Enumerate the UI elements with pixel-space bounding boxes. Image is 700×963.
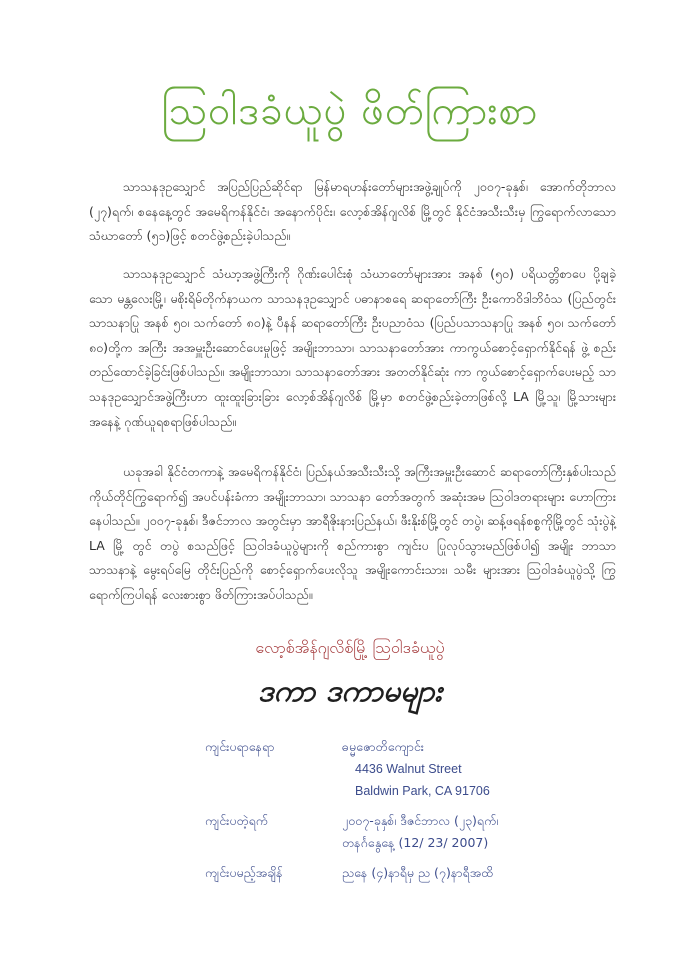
paragraph-founding: သာသနဒုဥသျှောင် အပြည်ပြည်ဆိုင်ရာ မြန်မာရဟန်းတော်များအဖွဲ့ချုပ်ကို ၂၀၀၇-ခုနှစ်၊ အောက်တိုဘာလ (၂၇)ရက်၊ စနေနေ့တွင် အမေရိကန်နိုင်ငံ၊ အနောက်ပိုင်း၊ လော့စ်အိန်ဂျလိစ် မြို့တွင် နိုင်ငံအသီးသီးမှ ကြွရောက်လာသော သံဃာတော် (၅၁)ဖြင့် စတင်ဖွဲ့စည်းခဲ့ပါသည်။ — [89, 179, 616, 244]
date-value-2: တနင်္ဂနွေနေ့ (12/ 23/ 2007) — [342, 835, 489, 850]
address-line-1: 4436 Walnut Street — [355, 762, 462, 776]
date-value: ၂၀၀၇-ခုနှစ်၊ ဒီဇင်ဘာလ (၂၃)ရက်၊ — [342, 813, 499, 828]
venue-name: ဓမ္မဇောတိကျောင်း — [342, 739, 424, 754]
paragraph-invitation: ယခုအခါ နိုင်ငံတကာနဲ့ အမေရိကန်နိုင်ငံ၊ ပြည်နယ်အသီးသီးသို့ အကြီးအမှူးဦးဆောင် ဆရာတော်ကြီးနှစ်ပါးသည် ကိုယ်တိုင်ကြွရောက်၍ အပင်ပန်းခံကာ အမျိုးဘာသာ၊ သာသနာ တော်အတွက် အဆုံးအမ ဩဝါဒတရားများ ဟောကြားနေပါသည်။ ၂၀၀၇-ခုနှစ်၊ ဒီဇင်ဘာလ အတွင်းမှာ အာရီဇိုးနားပြည်နယ်၊ ဖီးနိုးစ်မြို့တွင် တပွဲ၊ ဆန့်ဖရန်စစ္စကိုမြို့တွင် သုံးပွဲနဲ့ LA မြို့ တွင် တပွဲ စသည်ဖြင့် ဩဝါဒခံယူပွဲများကို စည်ကားစွာ ကျင်းပ ပြုလုပ်သွားမည်ဖြစ်ပါ၍ အမျိုး ဘာသာ သာသနာနဲ့ မွေးရပ်မြေ တိုင်းပြည်ကို စောင့်ရှောက်ပေးလိုသူ အမျိုးကောင်းသား၊ သမီး များအား ဩဝါဒခံယူပွဲသို့ ကြွရောက်ကြပါရန် လေးစားစွာ ဖိတ်ကြားအပ်ပါသည်။ — [89, 464, 616, 602]
paragraph-history: သာသနဒုဥသျှောင် သံဃာ့အဖွဲ့ကြီးကို ဂိုဏ်းပေါင်းစုံ သံဃာတော်များအား အနစ် (၅၀) ပရိယတ္တိစာပေ ပို့ချခဲ့သော မန္တလေးမြို့၊ မစိုးရိမ်တိုက်နာယက သာသနဒုဥသျှောင် ပဓာနာစရေ ဆရာတော်ကြီး ဦးကောဝိဒါဘိဝံသ (ပြည်တွင်းသာသနာပြု အနစ် ၅၀၊ သက်တော် ၈၀)နဲ့ ပီနန် ဆရာတော်ကြီး ဦးပညာဝံသ (ပြည်ပသာသနာပြု အနစ် ၅၀၊ သက်တော် ၈၀)တို့က အကြီး အအမှူးဦးဆောင်ပေးမှုဖြင့် အမျိုးဘာသာ၊ သာသနာတော်အား ကာကွယ်စောင့်ရှောက်နိုင်ရန် ဖွဲ့ စည်း တည်ထောင်ခဲ့ခြင်းဖြစ်ပါသည်။ အမျိုးဘာသာ၊ သာသနာတော်အား အတတ်နိုင်ဆုံး ကာ ကွယ်စောင့်ရှောက်ပေးမည့် သာသနဒုဥသျှောင်အဖွဲ့ကြီးဟာ ထူးထူးခြားခြား လော့စ်အိန်ဂျလိစ် မြို့မှာ စတင်ဖွဲ့စည်းခဲ့တာဖြစ်လို့ LA မြို့သူ၊ မြို့သားများအနေနဲ့ ဂုဏ်ယူရစရာဖြစ်ပါသည်။ — [89, 266, 616, 429]
time-label: ကျင်းပမည့်အချိန် — [205, 865, 283, 880]
page-title: ဩဝါဒခံယူပွဲ ဖိတ်ကြားစာ — [161, 88, 539, 134]
date-label: ကျင်းပတဲ့ရက် — [205, 813, 269, 828]
venue-label: ကျင်းပရာနေရာ — [205, 739, 275, 754]
signature: ဒကာ ဒကာမများ — [257, 674, 443, 709]
time-value: ညနေ (၄)နာရီမှ ည (၇)နာရီအထိ — [342, 865, 494, 880]
address-line-2: Baldwin Park, CA 91706 — [355, 784, 490, 798]
invite-heading: လော့စ်အိန်ဂျလိစ်မြို့ ဩဝါဒခံယူပွဲ — [255, 638, 445, 657]
